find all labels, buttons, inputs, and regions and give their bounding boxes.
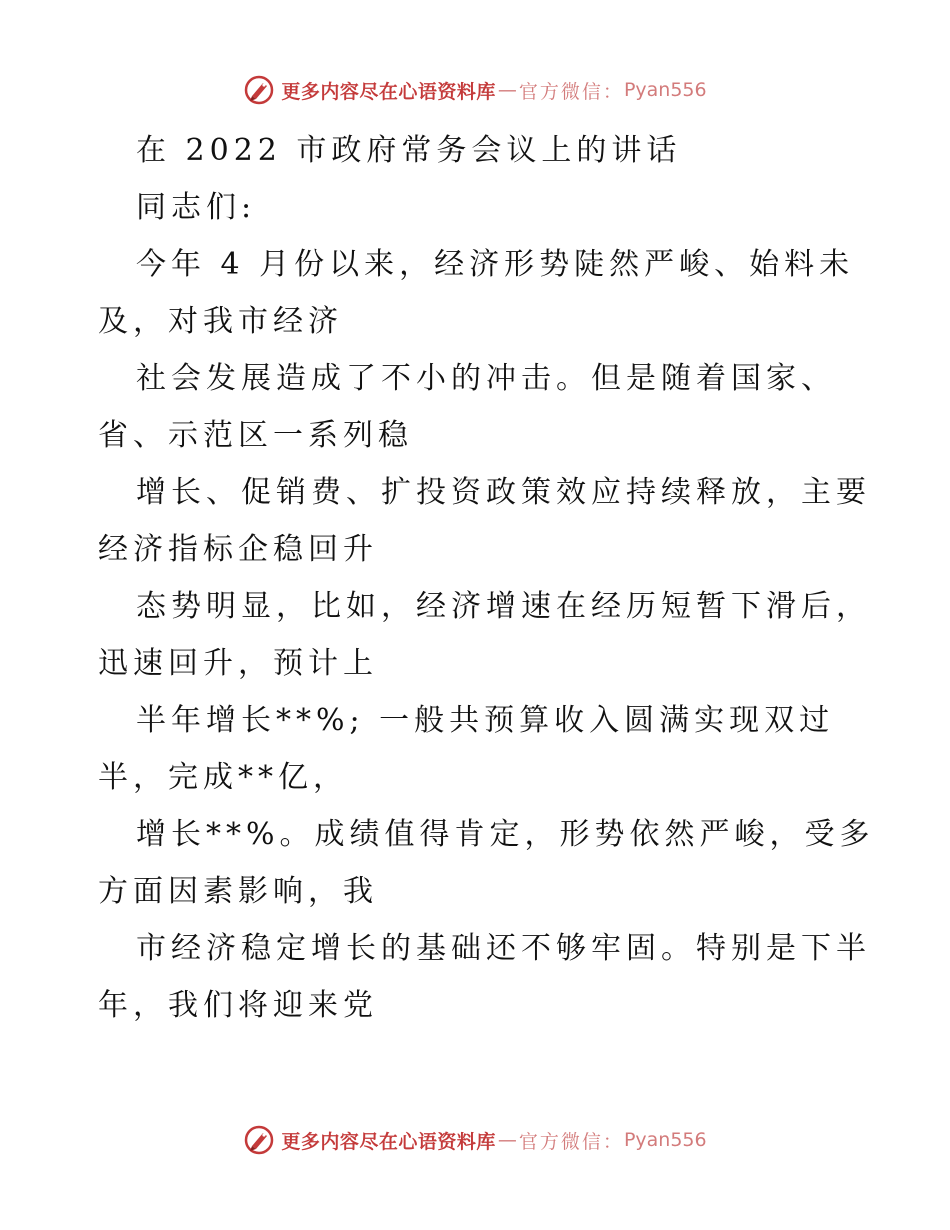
paragraph-line: 今年 4 月份以来，经济形势陡然严峻、始料未	[136, 247, 855, 282]
document-title: 在 2022 市政府常务会议上的讲话	[136, 133, 682, 168]
pen-nib-logo-icon	[243, 1124, 275, 1156]
banner-separator: —	[497, 79, 517, 101]
paragraph-line: 社会发展造成了不小的冲击。但是随着国家、	[136, 361, 836, 396]
banner-wechat-label: 官方微信：	[518, 80, 624, 103]
paragraph-line: 态势明显，比如，经济增速在经历短暂下滑后，	[136, 589, 871, 624]
paragraph-line: 及，对我市经济	[98, 304, 343, 339]
paragraph-line: 半年增长**%; 一般共预算收入圆满实现双过	[136, 703, 835, 738]
header-watermark-banner	[0, 70, 950, 110]
pen-nib-logo-icon	[243, 74, 275, 106]
paragraph-line: 半，完成**亿，	[98, 760, 348, 795]
paragraph-line: 省、示范区一系列稳	[98, 418, 413, 453]
paragraph-line: 年，我们将迎来党	[98, 988, 378, 1023]
footer-watermark-banner	[0, 1120, 950, 1160]
paragraph-line: 市经济稳定增长的基础还不够牢固。特别是下半	[136, 931, 871, 966]
paragraph-line: 增长**%。成绩值得肯定，形势依然严峻，受多	[136, 817, 875, 852]
paragraph-line: 迅速回升，预计上	[98, 646, 378, 681]
paragraph-line: 经济指标企稳回升	[98, 532, 378, 567]
banner-main-text: 更多内容尽在心语资料库	[281, 80, 496, 103]
banner-main-text: 更多内容尽在心语资料库	[281, 1130, 496, 1153]
paragraph-line: 增长、促销费、扩投资政策效应持续释放，主要	[136, 475, 871, 510]
banner-wechat-id: Pyan556	[623, 79, 707, 101]
paragraph-line: 方面因素影响，我	[98, 874, 378, 909]
banner-wechat-label: 官方微信：	[518, 1130, 624, 1153]
banner-separator: —	[497, 1129, 517, 1151]
document-body	[98, 122, 875, 1034]
banner-wechat-id: Pyan556	[623, 1129, 707, 1151]
salutation: 同志们:	[136, 190, 257, 225]
